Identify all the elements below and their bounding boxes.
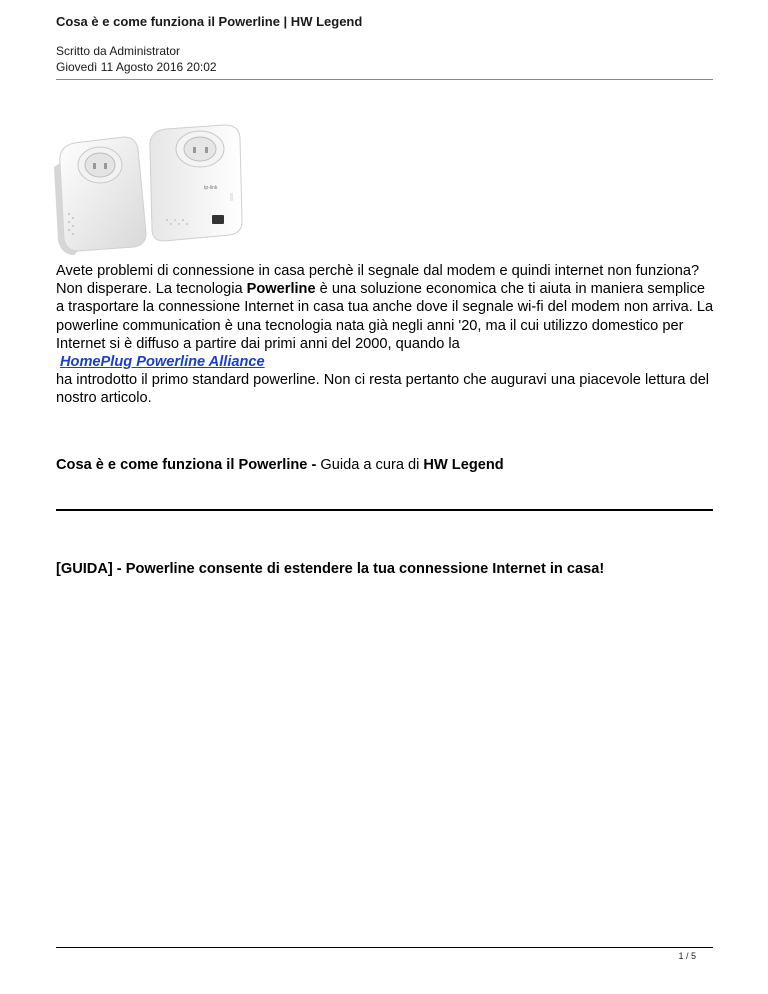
publish-date: Giovedì 11 Agosto 2016 20:02 bbox=[56, 60, 217, 74]
intro-paragraph: Avete problemi di connessione in casa perchè il segnale dal modem e quindi internet non funziona? Non disperare. La tecnologia Powerline è una soluzione economica che ti aiuta in maniera semplice a trasportare la connessione Internet in casa tua anche dove il segnale wi-fi del modem non arriva. La powerline communication è una tecnologia nata già negli anni '20, ma il cui utilizzo domestico per Internet si è diffuso a partire dai primi anni del 2000, quando la bbox=[56, 263, 714, 352]
author-line: Scritto da Administrator bbox=[56, 44, 181, 58]
svg-text:tp-link: tp-link bbox=[204, 185, 218, 191]
powerline-adapters-image bbox=[54, 123, 246, 259]
section-divider bbox=[56, 509, 713, 511]
document-title: Cosa è e come funziona il Powerline | HW Legend bbox=[56, 14, 363, 29]
homeplug-alliance-link[interactable]: HomePlug Powerline Alliance bbox=[60, 354, 265, 371]
powerline-keyword: Powerline bbox=[246, 281, 316, 298]
footer-divider bbox=[56, 947, 713, 948]
header-divider bbox=[56, 79, 713, 80]
article-intro bbox=[56, 262, 716, 408]
guide-credit-line: Cosa è e come funziona il Powerline - Guida a cura di HW Legend bbox=[56, 457, 504, 473]
intro-paragraph-continued: ha introdotto il primo standard powerline. Non ci resta pertanto che auguravi una piacevole lettura del nostro articolo. bbox=[56, 372, 710, 407]
section-heading: [GUIDA] - Powerline consente di estendere la tua connessione Internet in casa! bbox=[56, 561, 605, 577]
page-number: 1 / 5 bbox=[678, 951, 696, 961]
